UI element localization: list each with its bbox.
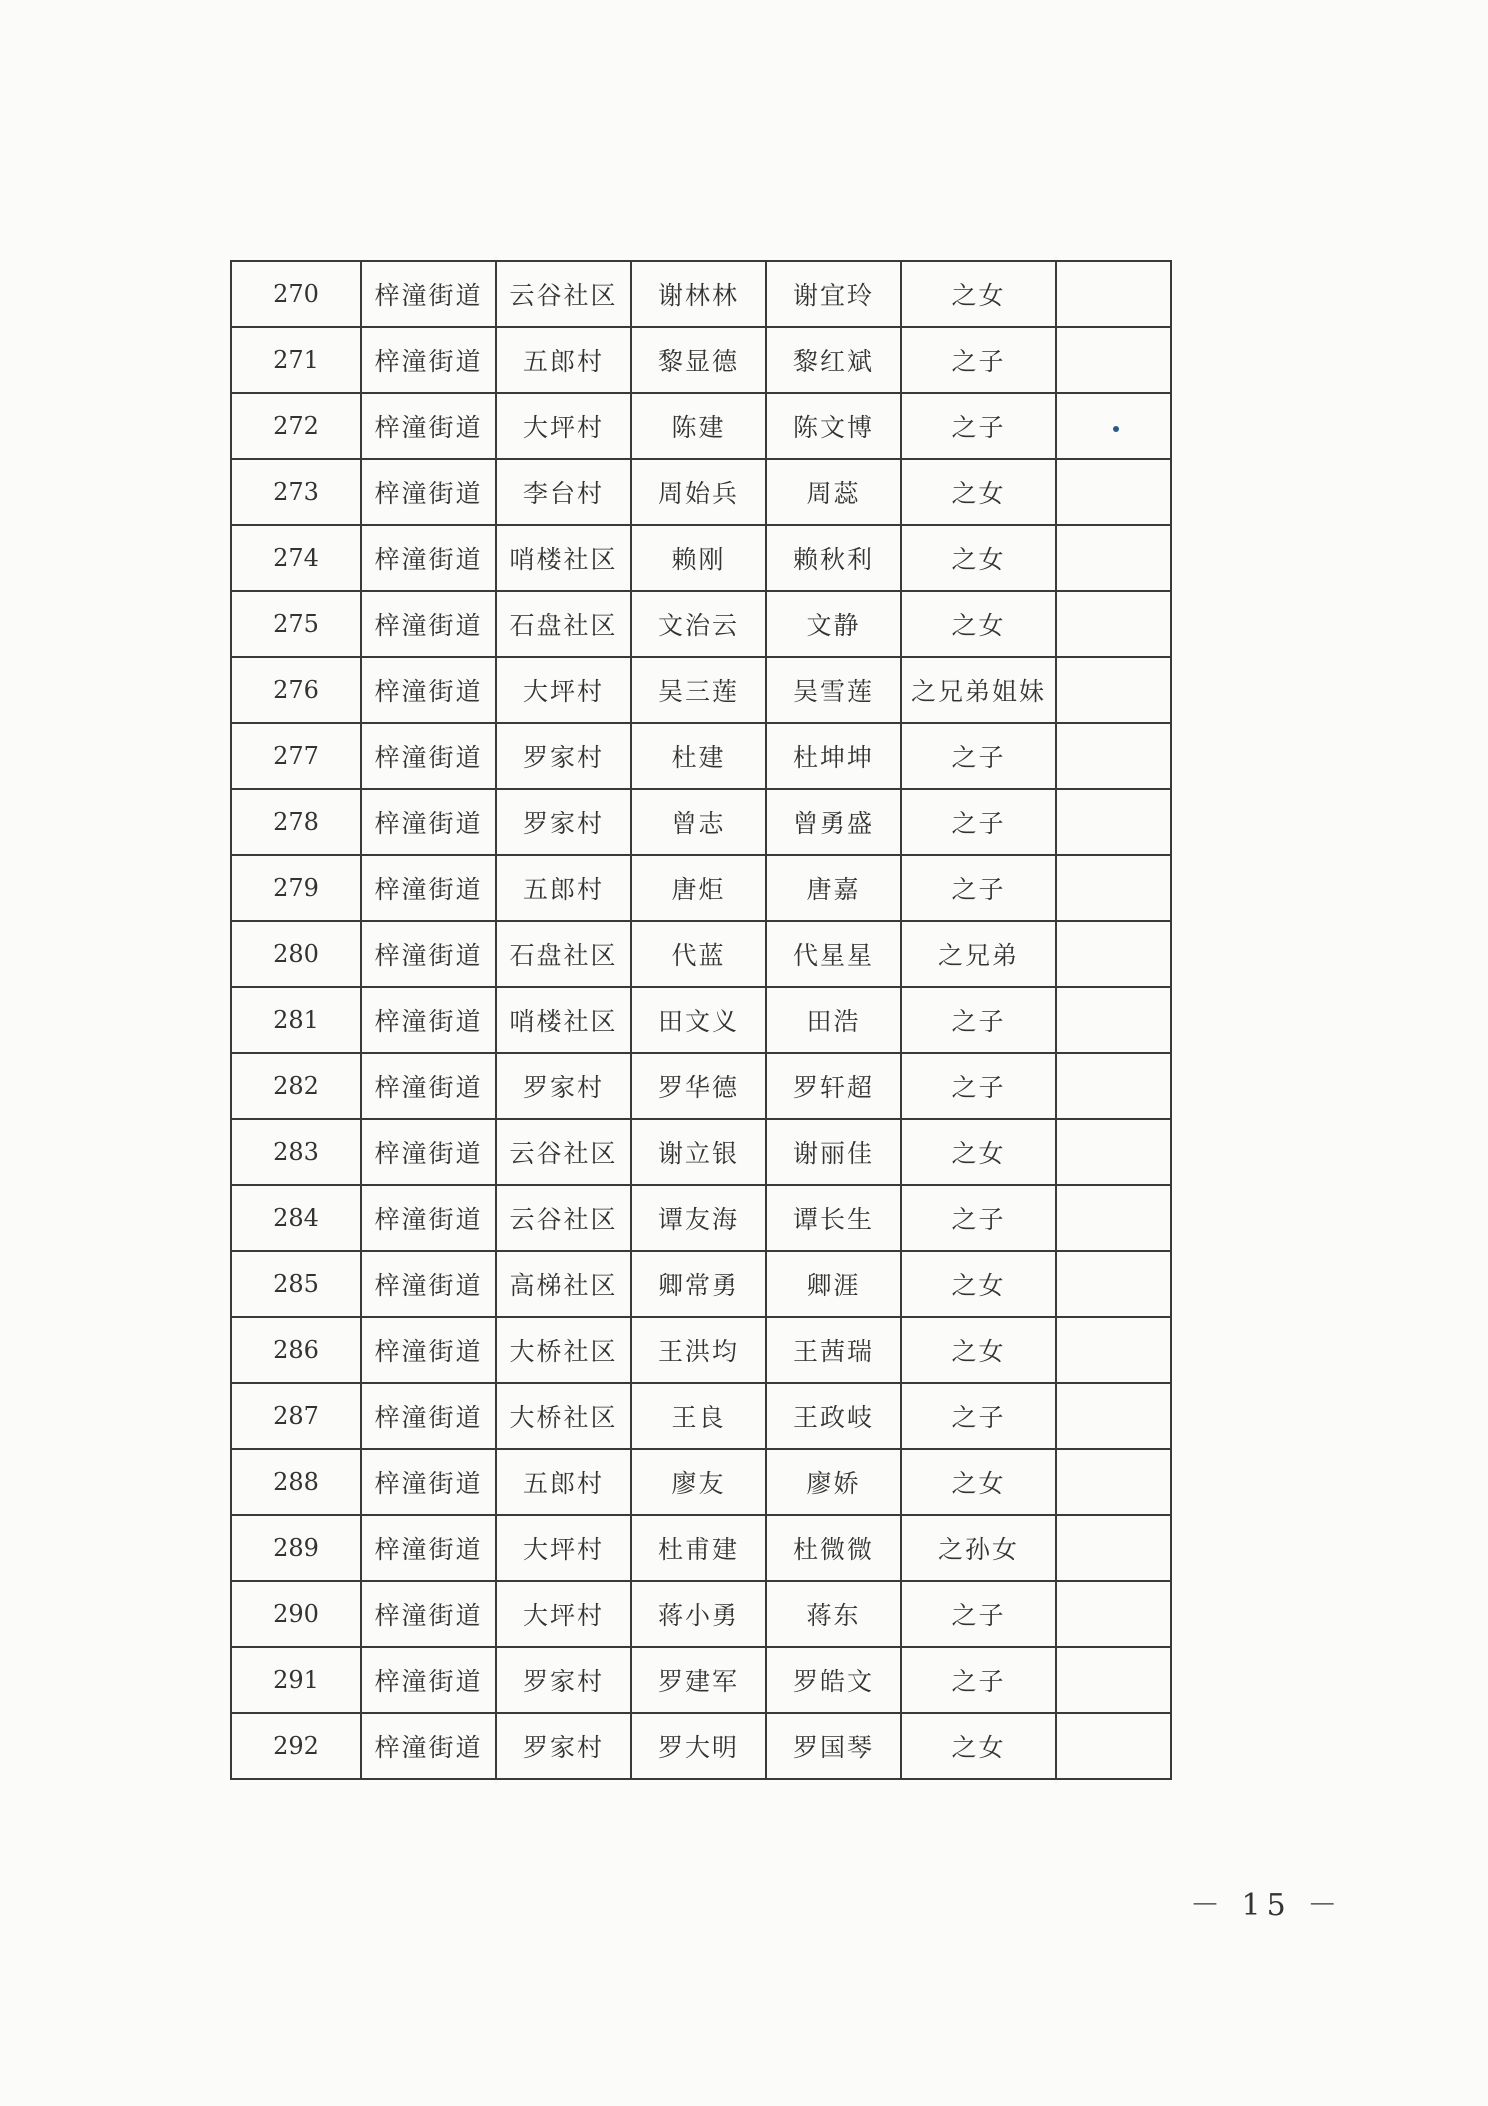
col-community-cell: 罗家村: [496, 723, 631, 789]
col-relation-cell: 之女: [901, 1317, 1056, 1383]
col-relative-cell: 王茜瑞: [766, 1317, 901, 1383]
table-row: [231, 1185, 1171, 1251]
col-relation-cell: 之女: [901, 1713, 1056, 1779]
col-community-cell: 罗家村: [496, 1713, 631, 1779]
col-name-cell: 曾志: [631, 789, 766, 855]
col-street-cell: 梓潼街道: [361, 1119, 496, 1185]
col-relative-cell: 谢宜玲: [766, 261, 901, 327]
col-relation-cell: 之子: [901, 723, 1056, 789]
col-no-cell: 274: [231, 525, 361, 591]
col-street-cell: 梓潼街道: [361, 1581, 496, 1647]
col-community-cell: 高梯社区: [496, 1251, 631, 1317]
col-no-cell: 281: [231, 987, 361, 1053]
col-no-cell: 283: [231, 1119, 361, 1185]
col-relative-cell: 谢丽佳: [766, 1119, 901, 1185]
table-row: [231, 1317, 1171, 1383]
col-no-cell: 270: [231, 261, 361, 327]
col-remark-cell: [1056, 789, 1171, 855]
col-relation-cell: 之子: [901, 987, 1056, 1053]
table-row: [231, 1119, 1171, 1185]
col-no-cell: 276: [231, 657, 361, 723]
col-relative-cell: 杜坤坤: [766, 723, 901, 789]
col-name-cell: 周始兵: [631, 459, 766, 525]
col-relation-cell: 之女: [901, 1251, 1056, 1317]
col-relative-cell: 杜微微: [766, 1515, 901, 1581]
col-relative-cell: 谭长生: [766, 1185, 901, 1251]
table-row: [231, 591, 1171, 657]
col-community-cell: 石盘社区: [496, 921, 631, 987]
col-name-cell: 廖友: [631, 1449, 766, 1515]
col-no-cell: 288: [231, 1449, 361, 1515]
col-relative-cell: 王政岐: [766, 1383, 901, 1449]
col-name-cell: 赖刚: [631, 525, 766, 591]
col-street-cell: 梓潼街道: [361, 921, 496, 987]
col-street-cell: 梓潼街道: [361, 1449, 496, 1515]
col-name-cell: 谢林林: [631, 261, 766, 327]
col-name-cell: 吴三莲: [631, 657, 766, 723]
col-community-cell: 大坪村: [496, 1515, 631, 1581]
table-row: [231, 1581, 1171, 1647]
col-street-cell: 梓潼街道: [361, 393, 496, 459]
col-community-cell: 大桥社区: [496, 1317, 631, 1383]
col-no-cell: 282: [231, 1053, 361, 1119]
col-community-cell: 石盘社区: [496, 591, 631, 657]
col-name-cell: 代蓝: [631, 921, 766, 987]
col-community-cell: 大桥社区: [496, 1383, 631, 1449]
col-name-cell: 罗建军: [631, 1647, 766, 1713]
col-relation-cell: 之女: [901, 459, 1056, 525]
col-remark-cell: [1056, 1317, 1171, 1383]
col-community-cell: 哨楼社区: [496, 525, 631, 591]
col-relative-cell: 田浩: [766, 987, 901, 1053]
col-remark-cell: [1056, 1185, 1171, 1251]
col-relation-cell: 之女: [901, 1119, 1056, 1185]
col-street-cell: 梓潼街道: [361, 1383, 496, 1449]
table-row: [231, 1449, 1171, 1515]
col-name-cell: 唐炬: [631, 855, 766, 921]
col-remark-cell: [1056, 261, 1171, 327]
col-community-cell: 大坪村: [496, 393, 631, 459]
table-row: [231, 525, 1171, 591]
col-community-cell: 五郎村: [496, 327, 631, 393]
col-name-cell: 罗华德: [631, 1053, 766, 1119]
col-remark-cell: [1056, 1251, 1171, 1317]
page-number: － 15 －: [1190, 1888, 1344, 1923]
col-relation-cell: 之子: [901, 789, 1056, 855]
col-no-cell: 290: [231, 1581, 361, 1647]
col-remark-cell: [1056, 1515, 1171, 1581]
col-street-cell: 梓潼街道: [361, 261, 496, 327]
col-relative-cell: 赖秋利: [766, 525, 901, 591]
table-row: [231, 987, 1171, 1053]
col-remark-cell: [1056, 987, 1171, 1053]
table-row: [231, 261, 1171, 327]
col-name-cell: 卿常勇: [631, 1251, 766, 1317]
col-no-cell: 287: [231, 1383, 361, 1449]
col-remark-cell: [1056, 855, 1171, 921]
table-row: [231, 657, 1171, 723]
col-name-cell: 黎显德: [631, 327, 766, 393]
col-relation-cell: 之子: [901, 855, 1056, 921]
col-street-cell: 梓潼街道: [361, 1185, 496, 1251]
col-name-cell: 杜建: [631, 723, 766, 789]
col-street-cell: 梓潼街道: [361, 723, 496, 789]
col-street-cell: 梓潼街道: [361, 591, 496, 657]
col-relation-cell: 之女: [901, 591, 1056, 657]
col-street-cell: 梓潼街道: [361, 789, 496, 855]
table-row: [231, 393, 1171, 459]
col-name-cell: 蒋小勇: [631, 1581, 766, 1647]
col-community-cell: 李台村: [496, 459, 631, 525]
col-relation-cell: 之兄弟姐妹: [901, 657, 1056, 723]
col-relative-cell: 蒋东: [766, 1581, 901, 1647]
col-remark-cell: [1056, 657, 1171, 723]
col-name-cell: 谢立银: [631, 1119, 766, 1185]
record-table: [230, 260, 1172, 1780]
col-remark-cell: [1056, 723, 1171, 789]
col-relation-cell: 之女: [901, 525, 1056, 591]
col-name-cell: 陈建: [631, 393, 766, 459]
col-street-cell: 梓潼街道: [361, 657, 496, 723]
table-row: [231, 723, 1171, 789]
col-relative-cell: 罗国琴: [766, 1713, 901, 1779]
col-community-cell: 云谷社区: [496, 1185, 631, 1251]
col-street-cell: 梓潼街道: [361, 855, 496, 921]
col-relative-cell: 代星星: [766, 921, 901, 987]
col-no-cell: 280: [231, 921, 361, 987]
col-remark-cell: [1056, 1383, 1171, 1449]
col-no-cell: 275: [231, 591, 361, 657]
table-row: [231, 1713, 1171, 1779]
col-remark-cell: [1056, 1053, 1171, 1119]
col-no-cell: 277: [231, 723, 361, 789]
col-relative-cell: 吴雪莲: [766, 657, 901, 723]
col-remark-cell: [1056, 327, 1171, 393]
table-row: [231, 1053, 1171, 1119]
table-row: [231, 789, 1171, 855]
col-relation-cell: 之子: [901, 1581, 1056, 1647]
col-relation-cell: 之兄弟: [901, 921, 1056, 987]
col-community-cell: 大坪村: [496, 1581, 631, 1647]
col-street-cell: 梓潼街道: [361, 1251, 496, 1317]
col-relative-cell: 周蕊: [766, 459, 901, 525]
col-no-cell: 291: [231, 1647, 361, 1713]
col-relation-cell: 之子: [901, 1383, 1056, 1449]
col-remark-cell: [1056, 921, 1171, 987]
col-street-cell: 梓潼街道: [361, 327, 496, 393]
table-row: [231, 1515, 1171, 1581]
col-relation-cell: 之子: [901, 1185, 1056, 1251]
col-street-cell: 梓潼街道: [361, 525, 496, 591]
table-row: [231, 1383, 1171, 1449]
col-name-cell: 罗大明: [631, 1713, 766, 1779]
col-name-cell: 王洪均: [631, 1317, 766, 1383]
col-community-cell: 罗家村: [496, 1053, 631, 1119]
ink-speck: [1113, 426, 1119, 432]
col-remark-cell: [1056, 459, 1171, 525]
table-row: [231, 921, 1171, 987]
col-relative-cell: 唐嘉: [766, 855, 901, 921]
col-name-cell: 田文义: [631, 987, 766, 1053]
col-community-cell: 罗家村: [496, 789, 631, 855]
table-row: [231, 327, 1171, 393]
col-no-cell: 284: [231, 1185, 361, 1251]
col-relative-cell: 罗轩超: [766, 1053, 901, 1119]
col-remark-cell: [1056, 1647, 1171, 1713]
table-body: [231, 261, 1171, 1779]
col-relative-cell: 文静: [766, 591, 901, 657]
col-no-cell: 278: [231, 789, 361, 855]
col-community-cell: 云谷社区: [496, 261, 631, 327]
col-no-cell: 279: [231, 855, 361, 921]
col-name-cell: 文治云: [631, 591, 766, 657]
table-row: [231, 1251, 1171, 1317]
col-relation-cell: 之孙女: [901, 1515, 1056, 1581]
col-street-cell: 梓潼街道: [361, 459, 496, 525]
col-street-cell: 梓潼街道: [361, 1317, 496, 1383]
col-community-cell: 大坪村: [496, 657, 631, 723]
col-relative-cell: 卿涯: [766, 1251, 901, 1317]
table-row: [231, 855, 1171, 921]
col-relation-cell: 之女: [901, 261, 1056, 327]
col-relation-cell: 之子: [901, 1647, 1056, 1713]
col-no-cell: 271: [231, 327, 361, 393]
col-relation-cell: 之女: [901, 1449, 1056, 1515]
col-community-cell: 云谷社区: [496, 1119, 631, 1185]
col-remark-cell: [1056, 1581, 1171, 1647]
col-street-cell: 梓潼街道: [361, 987, 496, 1053]
col-street-cell: 梓潼街道: [361, 1713, 496, 1779]
col-street-cell: 梓潼街道: [361, 1647, 496, 1713]
table-row: [231, 459, 1171, 525]
col-street-cell: 梓潼街道: [361, 1515, 496, 1581]
col-no-cell: 285: [231, 1251, 361, 1317]
col-no-cell: 289: [231, 1515, 361, 1581]
col-no-cell: 273: [231, 459, 361, 525]
col-name-cell: 王良: [631, 1383, 766, 1449]
col-remark-cell: [1056, 1119, 1171, 1185]
col-relative-cell: 罗皓文: [766, 1647, 901, 1713]
col-relation-cell: 之子: [901, 1053, 1056, 1119]
col-community-cell: 五郎村: [496, 1449, 631, 1515]
col-relative-cell: 廖娇: [766, 1449, 901, 1515]
col-remark-cell: [1056, 525, 1171, 591]
col-no-cell: 286: [231, 1317, 361, 1383]
col-relative-cell: 陈文博: [766, 393, 901, 459]
col-remark-cell: [1056, 591, 1171, 657]
col-community-cell: 哨楼社区: [496, 987, 631, 1053]
col-no-cell: 272: [231, 393, 361, 459]
col-community-cell: 五郎村: [496, 855, 631, 921]
col-remark-cell: [1056, 1713, 1171, 1779]
col-remark-cell: [1056, 1449, 1171, 1515]
col-relative-cell: 曾勇盛: [766, 789, 901, 855]
table-row: [231, 1647, 1171, 1713]
col-no-cell: 292: [231, 1713, 361, 1779]
col-relation-cell: 之子: [901, 393, 1056, 459]
col-name-cell: 杜甫建: [631, 1515, 766, 1581]
col-relative-cell: 黎红斌: [766, 327, 901, 393]
col-community-cell: 罗家村: [496, 1647, 631, 1713]
col-name-cell: 谭友海: [631, 1185, 766, 1251]
col-relation-cell: 之子: [901, 327, 1056, 393]
col-street-cell: 梓潼街道: [361, 1053, 496, 1119]
